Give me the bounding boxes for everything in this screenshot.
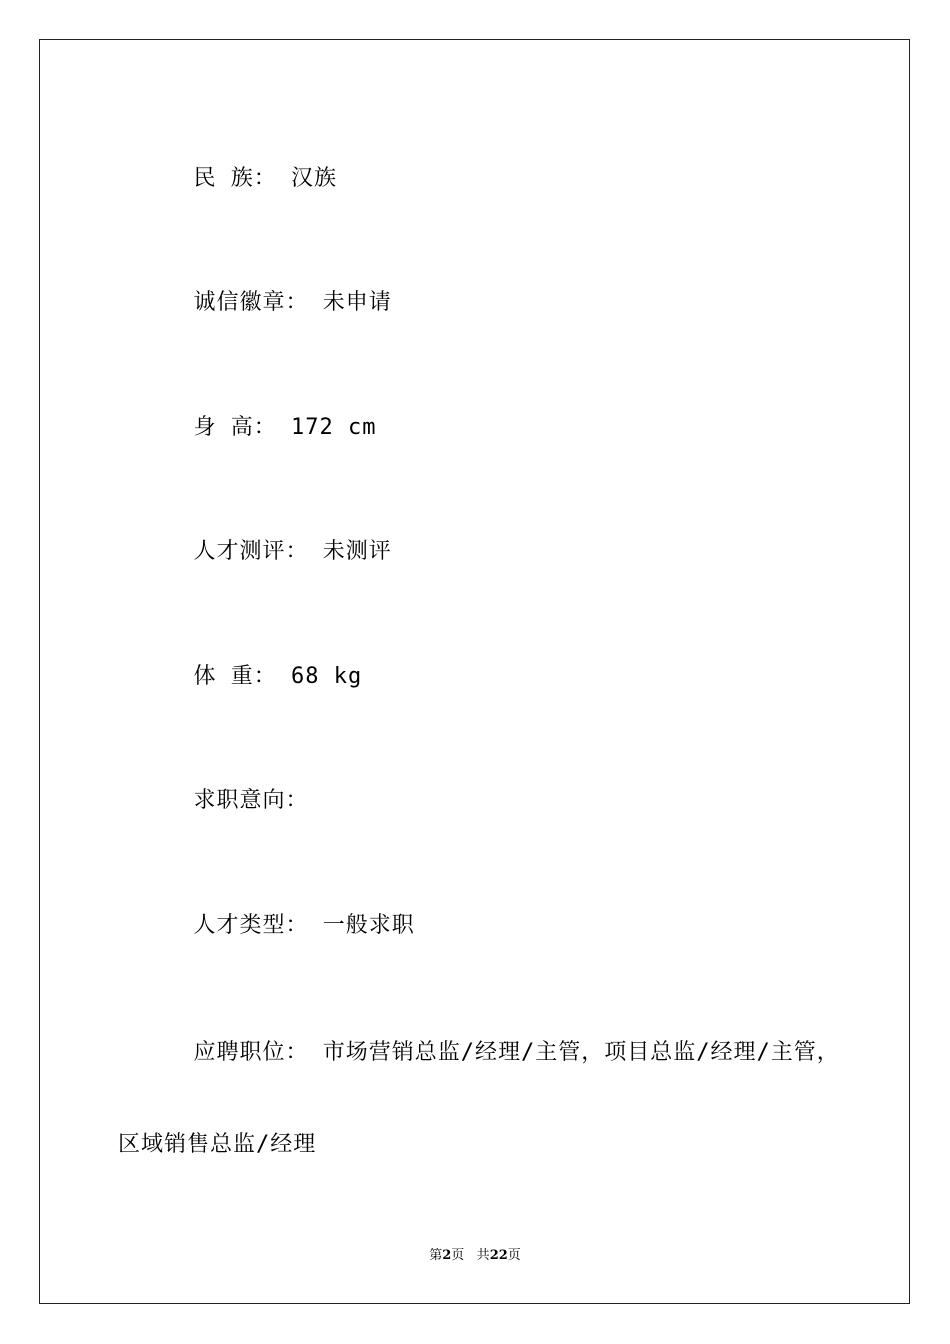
footer-page-prefix: 第 — [429, 1248, 443, 1263]
field-job-intention — [165, 756, 309, 816]
field-weight — [165, 632, 362, 692]
field-label: 身 高： — [193, 415, 277, 440]
field-value: 未测评 — [322, 539, 392, 564]
field-talent-assessment — [165, 507, 392, 567]
field-label: 体 重： — [193, 664, 277, 689]
field-value: 172 cm — [291, 415, 377, 440]
field-talent-type — [165, 881, 415, 941]
field-label: 人才测评： — [193, 539, 309, 564]
field-height — [165, 383, 376, 443]
field-value: 未申请 — [322, 290, 392, 315]
field-label: 民 族： — [193, 166, 277, 191]
footer-total-pages: 22 — [489, 1248, 508, 1263]
field-value: 68 kg — [291, 664, 363, 689]
field-integrity-badge — [165, 258, 392, 318]
field-label: 人才类型： — [193, 913, 309, 938]
field-ethnicity — [165, 134, 337, 194]
field-label: 求职意向： — [193, 788, 309, 813]
field-value: 一般求职 — [322, 913, 415, 938]
field-label: 诚信徽章： — [193, 290, 309, 315]
footer-page-suffix: 页 — [451, 1248, 465, 1263]
field-value: 汉族 — [291, 166, 338, 191]
applied-positions-continuation: 区域销售总监/经理 — [118, 1132, 317, 1157]
footer-total-prefix: 共 — [476, 1248, 490, 1263]
field-applied-positions — [165, 1008, 840, 1068]
field-label: 应聘职位： — [193, 1040, 309, 1065]
footer-total-suffix: 页 — [507, 1248, 521, 1263]
page-footer — [0, 1247, 950, 1265]
footer-page-number: 2 — [442, 1248, 452, 1263]
field-value: 市场营销总监/经理/主管，项目总监/经理/主管， — [322, 1040, 840, 1065]
